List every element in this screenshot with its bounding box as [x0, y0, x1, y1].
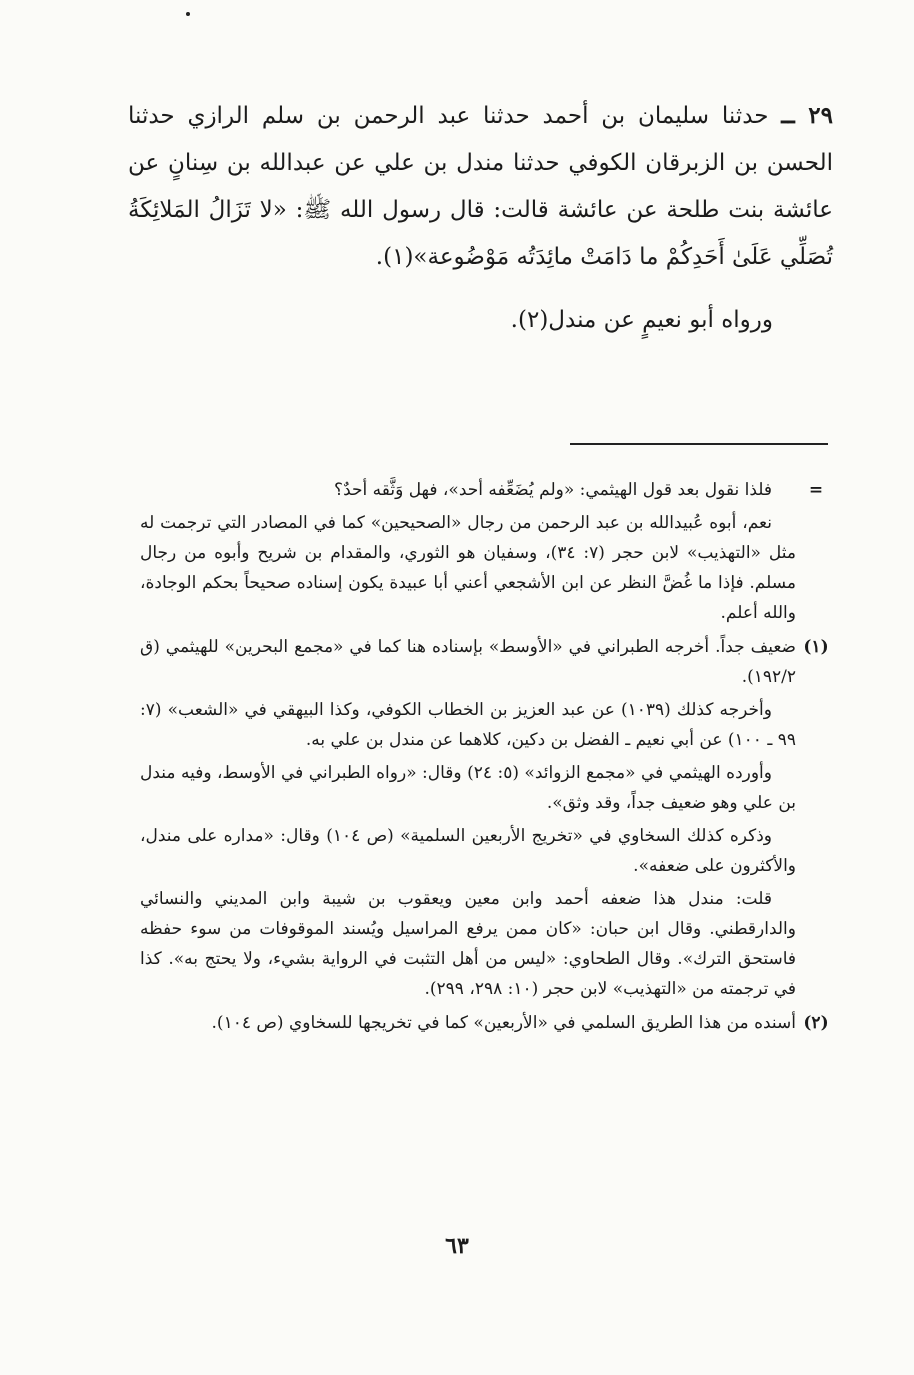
footnote-body [140, 1008, 796, 1038]
footnote-marker: = [808, 480, 824, 500]
footnote-paragraph: وأخرجه كذلك (١٠٣٩) عن عبد العزيز بن الخطاب الكوفي، وكذا البيهقي في «الشعب» (٧: ٩٩ ـ ١٠٠) عن أبي نعيم ـ الفضل بن دكين، كلاهما عن مندل بن علي به. [140, 700, 796, 750]
hadith-block [128, 92, 833, 344]
footnote-paragraph: قلت: مندل هذا ضعفه أحمد وابن معين ويعقوب بن شيبة وابن المديني والنسائي والدارقطني. وقال ابن حبان: «كان ممن يرفع المراسيل ويُسند الموقوفات من سوء حفظه فاستحق الترك». وقال الطحاوي: «ليس من أهل التثبت في الرواية بشيء، ولا يحتج به». كذا في ترجمته من «التهذيب» لابن حجر (١٠: ٢٩٨، ٢٩٩). [140, 889, 796, 999]
footnote-paragraph: ضعيف جداً. أخرجه الطبراني في «الأوسط» بإسناده هنا كما في «مجمع البحرين» للهيثمي (ق ١٩٢/٢). [140, 637, 796, 687]
hadith-narration: ورواه أبو نعيمٍ عن مندل(٢). [510, 307, 773, 333]
footnote-1 [140, 632, 836, 1004]
footnote-paragraph: فلذا نقول بعد قول الهيثمي: «ولم يُضَعِّفه أحد»، فهل وَثَّقه أحدٌ؟ [334, 480, 772, 500]
footnote-body [140, 632, 796, 1004]
footnote-separator [570, 443, 828, 445]
page-number: ٦٣ [445, 1233, 469, 1259]
footnotes [140, 475, 836, 1038]
footnote-paragraph: وذكره كذلك السخاوي في «تخريج الأربعين السلمية» (ص ١٠٤) وقال: «مداره على مندل، والأكثرون على ضعفه». [140, 826, 796, 876]
footnote-paragraph: نعم، أبوه عُبيدالله بن عبد الرحمن من رجال «الصحيحين» كما في المصادر التي ترجمت له مثل «التهذيب» لابن حجر (٧: ٣٤)، وسفيان هو الثوري، والمقدام بن شريح وأبوه من رجال مسلم. فإذا ما غُضَّ النظر عن ابن الأشجعي أعني أبا عبيدة يكون إسناده صحيحاً بحكم الوجادة، والله أعلم. [140, 513, 796, 623]
hadith-number: ٢٩ ــ [781, 102, 833, 129]
hadith-text: حدثنا سليمان بن أحمد حدثنا عبد الرحمن بن سلم الرازي حدثنا الحسن بن الزبرقان الكوفي حدثنا مندل بن علي عن عبدالله بن سِنانٍ عن عائشة بنت طلحة عن عائشة قالت: قال رسول الله ﷺ: «لا تَزَالُ المَلائِكَةُ تُصَلِّي عَلَىٰ أَحَدِكُمْ ما دَامَتْ مائِدَتُه مَوْضُوعة»(١). [128, 103, 833, 270]
footnote-marker: (٢) [803, 1013, 829, 1033]
hadith-paragraph [128, 92, 833, 281]
footnote-2 [140, 1008, 836, 1038]
footnote-paragraph: أسنده من هذا الطريق السلمي في «الأربعين» كما في تخريجها للسخاوي (ص ١٠٤). [211, 1013, 796, 1033]
footnote-continuation [140, 475, 836, 628]
page-speck [186, 12, 190, 16]
footnote-body [140, 475, 796, 628]
footnote-paragraph: وأورده الهيثمي في «مجمع الزوائد» (٥: ٢٤) وقال: «رواه الطبراني في الأوسط، وفيه مندل بن علي وهو ضعيف جداً، وقد وثق». [140, 763, 796, 813]
footnote-marker: (١) [803, 637, 829, 657]
